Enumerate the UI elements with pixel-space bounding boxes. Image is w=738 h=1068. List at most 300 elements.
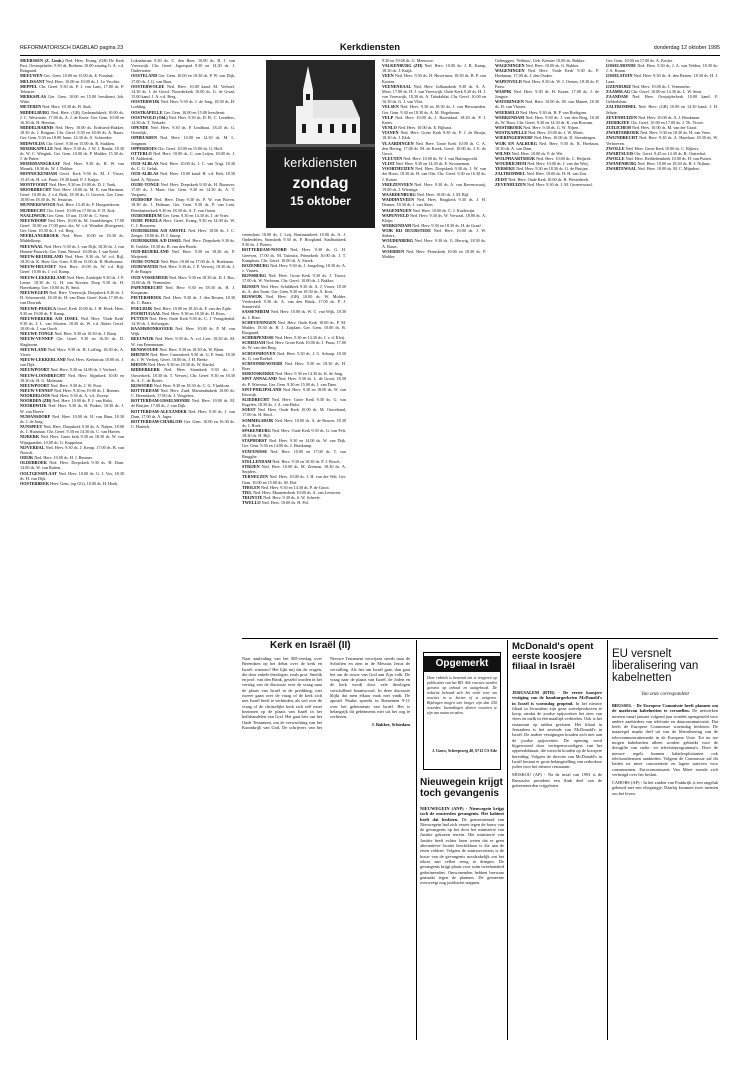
listing-services: Ned. Herv. 9.30 ds. H. P. van Bodegom. <box>520 109 587 115</box>
listing-services: Ned. Herv. Schildkerk 9.30 ds. A. J. Visser, 18.30 ds. A. den Toom. Ger. Gem. 9.30 en 18.30 ds. A. Kort. <box>242 283 346 294</box>
listing-services: Ned. Herv. Sijpekerk 10.00 en 18.30 ds. H. G. Molenaar. <box>20 372 124 383</box>
listing-column-5 <box>495 58 599 633</box>
eu-subtitle: Van onze correspondent <box>641 692 689 697</box>
listing-services: Ned. Herv. 9.30 en 18.30 ds. H. Boer. <box>242 360 346 372</box>
listing-services: Ned. Herv. 9.30 ds. J. M. Groenewoud. <box>527 181 593 187</box>
listing-entry <box>131 228 235 238</box>
listing-entry <box>242 320 346 335</box>
listing-services: Ned. Herv. Bethlehemkerk 10.00 ds. H. van Putten. <box>625 155 712 161</box>
listing-services: Ned. Herv. 9.30 ds. W. Verwaal, 18.00 ds. A. Kleijn. <box>382 212 486 223</box>
nieuwegein-lead: NIEUWEGEIN (ANP) - Nieuwegein krijgt toch de omstreden gevangenis. Het kabinet heeft dat besloten. <box>420 806 504 822</box>
listing-services: Ned. Herv. 10.00 en 17.00 ds. T. van Brugghe. <box>242 448 346 459</box>
listing-place: SLIEDRECHT <box>242 397 270 402</box>
listing-place: VOORTHUIZEN <box>382 166 414 172</box>
listing-services: Ned. Herv. Oude Kerk 9.30 ds. C. J. Vreugdenhil, 14.30 ds. J. Stelwagen. <box>131 315 235 326</box>
listing-place: ZEVENHUIZEN <box>606 114 637 120</box>
listing-entry <box>20 336 124 346</box>
listing-entry <box>20 445 124 455</box>
listing-place: ZWOLLE <box>606 145 625 151</box>
listing-place: WERKENDAM <box>495 114 525 120</box>
listing-place: WIJK BIJ DUURSTEDE <box>382 228 431 234</box>
listing-place: WESTKAPELLE <box>495 130 528 136</box>
listing-entry <box>495 141 599 151</box>
listing-services: Ned. Herv. 10.00 ds. Erdtsieck-Bakker, 18.30 ds. J. Rotgans. Chr. Geref. 9.30 en 18.00 ds. A. Baars. Ger. Gem. 9.30 en 18.00 Janse, 14.30 ds. A. Schroeder. <box>20 125 124 141</box>
listing-place: VLIST <box>382 161 395 167</box>
listing-place: ROZENBURG <box>242 262 269 268</box>
listing-place: RHOON <box>131 362 147 368</box>
listing-place: OOSTERBEEK <box>20 480 50 486</box>
listing-place: WEERSELO <box>495 109 519 115</box>
listing-services: Ned. Herv. 9.30 en 14.30 ds. E. Krooneman. <box>395 161 471 167</box>
listing-entry <box>382 104 486 114</box>
listing-place: TERNEUZEN <box>242 474 269 480</box>
listing-services: Ned. Herv. 9.30 ds. J. de Jong, 18.30 ds. H. Lodding. <box>131 99 235 110</box>
listing-services: Ned. Herv. 10.00 ds. M. Zeeman, 18.30 ds. A. Snijders. <box>242 464 346 475</box>
listing-services: Chr. Geref. 10.00 en 14.30 ds. L. W. Smit. <box>631 88 702 94</box>
listing-entry <box>20 347 124 357</box>
listing-entry <box>242 418 346 428</box>
listing-services: Ned. Herv. 9.30 ds. A. v.d. Leer, 18.30 ds. M. W. van Eenennaam. <box>131 336 235 347</box>
listing-place: VIANEN <box>382 130 399 136</box>
listing-services: Chr. Geref. 10.00 en 15.00 ds. G. Hoff. <box>157 145 224 151</box>
listing-place: POORTUGAAL <box>131 310 161 316</box>
listing-entry <box>131 295 235 305</box>
listing-services: Geref. Kerk 10.00 ds. J. H. Hoek. Herv. 9.30 en 19.00 ds. P. Kamp. <box>20 305 124 316</box>
listing-services: Ned. Herv. 10.00 en 17.00 ds. A. Hoekman. <box>160 259 234 265</box>
listing-entry <box>382 73 486 83</box>
listing-entry <box>242 449 346 459</box>
listing-entry <box>20 146 124 161</box>
listing-entry <box>131 218 235 228</box>
listing-entry <box>20 218 124 233</box>
listing-place: WESTBROEK <box>495 125 523 131</box>
listing-services: Ned. Herv. Dorp 9.30 ds. P. W. van Boven, 18.30 ds. J. Hofman. Ger. Gem. 9.30 ds. P. van Lent. Ebenhaëzerkerk 9.30 en 18.30 ds. A. T. van Ooien. <box>131 197 235 213</box>
listing-place: SINT ANNALAND <box>242 376 277 382</box>
listing-services: Ned. Herv. 9.30 en 18.30 ds. D. J. Bos, 15.00 ds. H. Vermeulen. <box>131 274 235 285</box>
listing-entry <box>495 68 599 78</box>
listing-services: Ned. Herv. 9.30 en 18.30 ds. H. van Veen. <box>640 130 711 136</box>
listing-services: Ned. Herv. 9.30 ds. A. Hazelaar, 18.30 ds. W. Verhoeven. <box>606 135 718 146</box>
listing-entry <box>242 351 346 361</box>
listing-place: SOMMELSDIJK <box>242 417 274 423</box>
listing-place: WIJK EN AALBURG <box>495 140 537 146</box>
listing-place: NOORDEN (ZH) <box>20 398 52 404</box>
listing-place: STAVENISSE <box>242 448 268 454</box>
listing-entry <box>495 89 599 99</box>
listing-entry <box>20 161 124 171</box>
listing-services: Ned. Herv. Oude Kerk 10.00 ds. P. M. Mulder, 18.30 ds. H. J. Zuijdam. Ger. Gem. 10.00 ds. R. Boogaard. <box>242 319 346 335</box>
listing-place: NOORDELOOS <box>20 393 51 399</box>
listing-column-1 <box>20 58 124 1048</box>
listing-services: Ned. Herv. 9.30 en 18.30 ds. H. Roos. <box>161 310 226 316</box>
listing-entry <box>131 352 235 362</box>
listing-place: WAGENINGEN <box>382 207 412 213</box>
issue-date: donderdag 12 oktober 1995 <box>653 45 720 51</box>
listing-place: NIEUW-VENNEP <box>20 336 54 342</box>
article-title-mcdonalds: McDonald's opent eerste koosjere filiaal in Israël <box>512 641 594 672</box>
listing-place: ZIERIKZEE <box>606 119 630 125</box>
listing-entry <box>131 336 235 346</box>
listing-services: Ned. Herv. Evang. (GB) De Kerk Past. Oestropthaler: 9.30 ds. Rothem, 10.00 zondag G. A. v.d. Bongaard. <box>20 58 124 74</box>
listing-services: Chr. Geref. 9.45 en 14.30 ds. B. Oosterhof. <box>634 150 707 156</box>
listing-place: VEEN <box>382 73 394 79</box>
listing-services: Ned. Herv. 9.30 en 19.00 ds. J. Bonnes. <box>53 388 121 393</box>
article-title-kerk-israel: Kerk en Israël (II) <box>270 640 351 651</box>
listing-services: Chr. Geref. 9.30 en 16.30 ds. D. Slagboom. <box>20 336 124 347</box>
listing-place: NIEUWERKERK A/D IJSSEL <box>20 315 79 321</box>
article-body-nieuwegein <box>420 806 504 1041</box>
listing-services: Ned. Herv. 10.00 kand. M. Verhoef, 14.30 ds. J. de Groof. Noorderkerk 10.00 ds. G. de Graaf, 15.00 kand. J. A. v.d. Berg. <box>131 83 235 100</box>
listing-place: RIJSWIJK <box>242 293 263 299</box>
listing-place: MIDDELHARNIS <box>20 125 54 131</box>
listing-place: SEROOSKERKE <box>242 371 275 377</box>
listing-entry <box>382 115 486 125</box>
listing-entry <box>382 63 486 73</box>
listing-services: Ned. Herv. 9.30 ds. B. Hoekstra, 18.30 ds. A. van Dam. <box>495 140 599 151</box>
listing-place: RIJSSEN <box>242 283 260 289</box>
listing-place: IJSSELMONDE <box>606 63 637 69</box>
listing-services: Ned. Herv. Vreeswijk, Dorpskerk 9.30 ds. J. H. Schoonveld, 18.30 ds. H. van Dam. Geref. Kerk 17.00 ds. van Doornik. <box>20 290 124 306</box>
listing-services: Ned. Herv. 9.30 ds. G. W. Nijsen. <box>523 125 580 131</box>
listing-entry <box>131 398 235 408</box>
listing-place: WOUDRICHEM <box>495 161 527 167</box>
listing-services: Ned. Herv. 9.30 ds. J. Jongeling, 18.30 ds. A. v. Vianen. <box>242 262 346 274</box>
listing-services: Ned. Herv. 10.00 ds. F. de Wit. <box>511 150 564 156</box>
listing-services: Ned. Herv. 10.00 ds. H. J. Beumer. <box>34 455 93 461</box>
listing-services: Ned. Herv. 9.30 en 18.30 ds. H. de Graaf. <box>412 223 482 228</box>
listing-entry <box>131 388 235 398</box>
listing-place: OUDE PEKELA <box>131 217 162 223</box>
listing-services: Ned. Herv. 10.00 ds. G. J. Vos, 18.30 ds. H. van Dijk. <box>20 470 124 481</box>
listing-place: RHENEN <box>131 351 149 357</box>
listing-entry <box>606 166 718 171</box>
listing-services: Ned. Herv. 9.30 en 14.00 ds. W. van Dijk. Ger. Gem. 9.30 en 14.00 ds. J. Harskamp. <box>242 438 346 449</box>
listing-place: WERKENDAM <box>382 223 412 228</box>
listing-place: METEREN <box>20 104 42 110</box>
listing-services: Ned. Herv. 9.30 en 18.30 ds. J. van Herwaarden. Ger. Gem. 9.30 en 18.30 ds. A. M. Hogeboom. <box>382 104 486 115</box>
listing-column-3-top <box>242 58 262 59</box>
listing-services: Ned. Herv. 10.00 ds. J. C. Zeeger, 18.00 ds. D. J. Snoep. <box>131 228 235 239</box>
listing-place: RAAMSDONKSVEER <box>131 326 173 332</box>
listing-place: SCHEVENINGEN <box>242 319 276 325</box>
listing-place: OUDDORP <box>131 197 153 203</box>
listing-services: Gec. Gem. 10.00 en 15.00 ds. E. Fondaal. <box>43 73 114 79</box>
listing-place: WAPENVELD <box>495 78 522 84</box>
listing-place: WATERINGEN <box>495 99 524 105</box>
listing-place: NIEUWEGEIN <box>20 290 49 296</box>
listing-entry <box>242 407 346 417</box>
listing-place: STELLENDAM <box>242 458 272 464</box>
kerkdiensten-masthead <box>266 60 375 228</box>
listing-services: Ned. Herv. Zuidzijde 9.30 ds. J. P. Lenze. 18.30 ds. G. H. van Kooten. Dorp 9.30 ds. H. Haverkamp. Ger. 10.00 ds. B. Smit. <box>20 274 124 290</box>
article-title-nieuwegein: Nieuwegein krijgt toch gevangenis <box>420 777 503 799</box>
listing-place: VLAARDINGEN <box>382 140 414 146</box>
listing-entry <box>242 294 346 309</box>
listing-entry <box>382 213 486 223</box>
listing-services: Ned. Herv. 9.30 ds. H. Kraan, 17.00 ds. J. de Jongste. <box>495 88 599 100</box>
listing-services: Herv. Geref. Evang. 9.30 en 14.00 ds. W. C. J. Bouwens. <box>131 217 235 228</box>
listing-place: RIJNSBURG <box>242 273 267 279</box>
page-header <box>20 42 720 54</box>
listing-entry <box>242 309 346 319</box>
listing-services: Ned. Herv. 10.00 ds. M. van der Graaf. <box>631 125 698 131</box>
listing-services: Ned. Herv. 9.30 en 18.30 ds. W. Kardol. <box>147 362 216 368</box>
listing-services: verenshuis 10.00 ds. J. Leij, Bastiaanskerk 10.00 ds. A. J. Onderdelen, Sionskerk 9.30 ds. P. Hoogland, Stadhuiskerk 9.30 ds. J. Pieters. <box>242 232 346 248</box>
listing-services: Ned. Herv. 'Oude Kerk' 9.30 ds. P. Hoekman, 17.00 ds. J. den Ouden. <box>495 68 599 79</box>
listing-services: Ger. Gem. 10.00 en 16.30 ds. C. Harinck. <box>131 418 235 430</box>
listing-place: OUDE-TONGE <box>131 181 160 187</box>
listing-entry <box>131 367 235 382</box>
listing-services: Ned. Herv. Dorpskerk 9.30 ds. A. Naijen, 18.00 ds. J. Huisman. Chr. Geref. 9.30 en 14.30 ds. C. van Harten. <box>20 424 124 435</box>
listing-services: Ned. Herv. 9.30 en 18.30 ds. C. G. Vlasblom. <box>153 382 230 388</box>
nieuwegein-text: De gemeenteraad van Nieuwegein had zich verzet tegen de bouw van de gevangenis op het door het ministerie van Justitie gekozen terrein. Het ministerie van Justitie heeft echter laten weten dat er geen alternatieve locatie beschikbaar is die aan de eisen voldoet. Volgens de staatssecretaris is de bouw van de gevangenis noodzakelijk om het tekort aan cellen terug te dringen. De gevangenis krijgt plaats voor ruim tweehonderd gedetineerden. Omwonenden hebben bezwaar gemaakt tegen de plannen. De gemeente overweegt nog juridische stappen. <box>420 816 504 886</box>
listing-place: MIDDELBURG <box>20 109 50 115</box>
listing-column-3 <box>242 232 346 632</box>
listing-entry <box>131 264 235 274</box>
listing-entry <box>20 84 124 94</box>
listing-place: ROTTERDAM-NOORD <box>242 247 287 253</box>
listing-place: MOERKAPELLE <box>20 145 54 151</box>
listing-entry <box>606 73 718 83</box>
listing-services: Ned. Herv. 10.00 ds. J. Rozendaal, 18.30 ds. P. J. Krens. <box>382 114 486 125</box>
listing-place: ZAAMSLAG <box>606 88 631 94</box>
listing-services: Ned. Herv. 10.00 en 18.30 ds. Middelkoop. <box>20 233 124 244</box>
listing-entry <box>242 376 346 386</box>
listing-services: Ned. Herv. 9.30 en 18.00 ds. W. van Eeuwijk. <box>242 386 346 397</box>
listing-entry <box>495 79 599 89</box>
article-body-eu <box>612 703 718 1041</box>
listing-entry <box>495 99 599 109</box>
listing-place: WIERINGERWERF <box>495 135 533 141</box>
listing-column-2 <box>131 58 235 1048</box>
listing-place: STAPHORST <box>242 438 268 444</box>
listing-services: Ned. Herv. 10.00 ds. H. van Ham, 18.30 ds. J. de Jong. <box>20 413 124 424</box>
listing-entry <box>20 424 124 434</box>
listing-entry <box>131 249 235 259</box>
listing-place: ZALTBOMMEL <box>495 171 526 177</box>
listing-place: SCHIEDAM <box>242 340 266 346</box>
listing-place: ODIJK <box>20 455 34 461</box>
listing-place: MUNNEKEWOUD <box>20 202 56 208</box>
listing-entry <box>382 84 486 105</box>
listing-place: ZUILICHEM <box>606 125 631 131</box>
listing-entry <box>242 428 346 438</box>
listing-entry <box>495 115 599 125</box>
listing-place: THOLEN <box>242 484 260 490</box>
listing-place: NIJVERDAL <box>20 444 45 450</box>
listing-entry <box>131 275 235 285</box>
listing-services: Ned. Herv. Dorpskerk 9.30 ds. H. Baauwer, 17.00 ds. J. Maas. Ger. Gem. 9.30 en 14.30 ds. A. T. Vergunst. <box>131 181 235 198</box>
listing-place: VLEUTEN <box>382 155 403 161</box>
listing-services: Ned. Herv. 10.00 ds. C. van Leijen, 18.00 ds. J. H. Aalderink. <box>131 150 235 161</box>
listing-place: WAARDENBURG <box>382 192 416 198</box>
listing-place: MOORDRECHT <box>20 186 52 192</box>
listing-place: NUMANSDORP <box>20 413 51 419</box>
listing-place: ZWARTEWAAL <box>606 166 637 172</box>
listing-entry <box>20 254 124 264</box>
listing-place: MONTFOORT <box>20 181 48 187</box>
listing-place: OPENDE <box>131 125 149 131</box>
listing-entry <box>382 197 486 207</box>
listing-services: Ned. Herv. Brugkerk 9.30 ds. J. H. Donner, 18.30 ds. J. van Aken. <box>382 197 486 208</box>
listing-column-4 <box>382 58 486 633</box>
listing-place: PUTTEN <box>131 315 148 321</box>
listing-place: OOSTERWOLDE <box>131 83 165 89</box>
listing-entry <box>20 403 124 413</box>
listing-services: Ned. Herv. 9.30 ds. J. A. van Velden, 18.30 ds. J. A. Kraan. <box>606 63 718 74</box>
listing-entry <box>131 182 235 197</box>
listing-entry <box>131 151 235 161</box>
article-body-mcdonalds <box>512 690 602 1040</box>
eu-brief: CAHORS (AP) - In het zuiden van Frankrijk is een ongeluk gebeurd met een vliegtuigje. Daarbij kwamen twee mensen om het leven. <box>612 780 718 796</box>
listing-entry <box>20 275 124 290</box>
listing-place: OLDEBROEK <box>20 460 47 466</box>
listing-services: Ned. Herv. 10.00 ds. C. Heijstek. <box>536 155 592 161</box>
listing-place: OPPERDOES <box>131 145 157 151</box>
mcdonalds-brief: MOSKOU (AP) - Na de inval van 1993 is de Russische president een flink deel van de geïnterneerden vrijgelaten. <box>512 772 602 789</box>
listing-services: Ned. Herv. 9.30 ds. J. den Besten, 18.30 ds. C. Baars. <box>131 295 235 306</box>
listing-place: ZWARTEBROEK <box>606 130 640 136</box>
listing-services: Ned. Herv. Dorpskerk 9.30 ds. H. Dam, 14.00 ds. W. van Ruiten. <box>20 460 124 471</box>
listing-services: Ger. Gem. 10.00 en 15.00 leesdienst. <box>163 109 226 115</box>
listing-entry <box>242 232 346 247</box>
listing-services: Ned. Herv. 10.00 ds. A. J. Brinkman. <box>638 114 700 120</box>
listing-entry <box>242 361 346 371</box>
listing-place: ZEIST <box>495 176 508 182</box>
listing-services: Chr. Geref. 10.00 en 17.00 ds. F. D. Kok. <box>46 207 116 213</box>
listing-entry <box>20 316 124 331</box>
listing-place: VEENENDAAL <box>382 83 412 89</box>
listing-place: SCHOONHOVEN <box>242 350 276 356</box>
eu-text: De netwerken moeten vanaf januari volgend jaar worden opengesteld voor andere aanbieders van telefonie en datacommunicatie. Dat heeft de Europese Commissie woensdag besloten. De maatregel maakt deel uit van de liberalisering van de telecommunicatiemarkt in de Europese Unie. Tot nu toe mogen kabelnetten alleen worden gebruikt voor de doorgifte van radio- en televisieprogramma's. Door de nieuwe regels kunnen kabelexploitanten ook telefoondiensten aanbieden. Volgens de Commissie zal dit leiden tot meer concurrentie en lagere tarieven voor consumenten. Eurocommissaris Van Miert toonde zich verheugd over het besluit. <box>612 708 718 777</box>
listing-place: OUD-VOSSEMEER <box>131 274 168 280</box>
listing-place: OOSTERWIJK <box>131 99 160 105</box>
listing-place: NUNSPEET <box>20 424 43 430</box>
listing-place: OUDEWATER <box>131 264 159 270</box>
listing-services: Ned. Herv. 10.00 ds. J. B. Kamp, 18.30 ds. J. Kuijk. <box>382 63 486 74</box>
listing-entry <box>606 94 718 104</box>
masthead-date: 15 oktober <box>290 194 351 208</box>
listing-services: Ned. Herv. 9.30 ds. J. van Dam, 17.00 ds. A. Jager. <box>131 408 235 419</box>
listing-entry <box>242 438 346 448</box>
listing-services: Ned. Herv. 9.30 ds. J. van Dijk, 18.30 ds. J. van Haaren-Pauwels; Ger. Gem. Nieuwl. 10.00 ds. I. van Ketel. <box>20 243 124 254</box>
listing-entry <box>131 135 235 145</box>
listing-services: Ned. Herv. 9.30 en 14.30 ds. J. v. d. Kleij. <box>274 335 346 341</box>
listing-services: Ger. Gem. 10.00 en 15.00 leesdienst Joh. Witte. <box>20 94 124 105</box>
listing-entry <box>20 110 124 125</box>
opgemerkt-signature: J. Gouw, Scheepsweg 40, 6712 CS Ede <box>431 748 497 753</box>
listing-entry <box>20 460 124 470</box>
listing-place: ZALTBOMMEL <box>606 104 637 110</box>
listing-services: Ned. Herv. 10.00 ds. M. E. van Hartman, Geref. 10.00 ds. J. v.d. Berk, 18.30 ds. G. Goverts. Ger. Gem. 10.00 en 18.30 ds. W. Jessurun. <box>20 186 124 203</box>
listing-services: Ned. Herv. Grote Kerk 10.00 ds. C. Rijkers. <box>625 145 700 151</box>
listing-place: MIDWOLDA <box>20 140 45 146</box>
listing-entry <box>20 187 124 202</box>
listing-services: Ned. Herv. Cunerakerk 9.30 ds. G. P. Smit, 18.30 ds. J. W. Verheij, Geref. 10.00 ds. J. H. Beeke. <box>131 351 235 363</box>
listing-place: MELISSANT <box>20 78 45 84</box>
listing-services: Ned. Herv. 9.30 ds. P. Lindhout, 18.45 ds. G. Overdijk. <box>131 125 235 136</box>
listing-services: Ned. Herv. 10.00 ds. H. Pol. <box>261 500 309 506</box>
listing-services: Ned. Herv. 10.00 en 18.30 ds. H. J. Nijhuis. <box>637 161 711 167</box>
listing-place: WAGENINGEN <box>495 63 525 69</box>
listing-services: Ned. Herv. 10.00 en 19.00 ds. J. Lo Vecchie. <box>45 78 121 84</box>
listing-entry <box>131 197 235 212</box>
listing-services: Ned. Herv. 9.30 en 18.30 ds. P. Meijerink. <box>131 248 235 259</box>
listing-services: Ned. Herv. 9.30 en 19.00 ds. D. J. Vonk. <box>48 181 117 187</box>
listing-entry <box>242 247 346 262</box>
listing-services: Ned. Herv. Oude Kerk 10.00 ds. M. Ouwehand, 17.00 ds. H. Knol. <box>242 407 346 418</box>
listing-entry <box>242 263 346 273</box>
listing-services: Ned. Herv. Jullianakerk 9.30 ds. A. A. Meer, 17.00 ds. H. J. van Vreeswijk. Oude Kerk 9.30 ds. H. J. van Vreeswijk, 18.30 ds. A. Tabaksblat. Chr. Geref. 10.00 en 16.30 ds. G. J. van Vliet. <box>382 83 486 105</box>
listing-services: Ned. Herv. 9.30 ds. D. Pi, C. Leenders, 14.30 ds. T. Verkade. <box>131 114 235 125</box>
listing-entry <box>131 409 235 419</box>
listing-services: Ned. Herv. 10.00 ds. M. Grandsberger, 17.00 Geref. 10.00 en 17.00 past. drs. W. v.d. Wouden (Kortgene), Ger. Gem. 10.30 ds. J. v.d. Berg. <box>20 217 124 234</box>
listing-services: Ned. Herv. 10.00 ds. G. Bakker. <box>525 63 580 69</box>
mcdonalds-lead: JERUSALEM (RTR) - De eerste koosjere vestiging van de hamburgerketen McDonald's in Israël is woensdag geopend. <box>512 690 602 706</box>
listing-entry <box>20 171 124 181</box>
listing-place: POELDIJK <box>131 305 153 311</box>
listing-services: Ned. Herv. 10.00 en 14.30 ds. M. L. Jongman. <box>131 135 235 146</box>
listing-place: OOSTKAPELLE <box>131 109 163 115</box>
listing-entry <box>382 166 486 181</box>
listing-place: SINT-PHILIPSLAND <box>242 386 282 392</box>
column-divider-3 <box>607 640 608 1040</box>
listing-services: Ned. Herv. Kerkstraat 10.00 ds. J. van Dijk. <box>20 357 124 368</box>
listing-place: VALKENBURG (ZH) <box>382 63 423 69</box>
listing-place: ZEVENHUIZEN <box>495 181 526 187</box>
listing-services: Ned. Herv. (GB) 10.00 ds. W. Mulder, Vredeskerk 9.30 ds. A. van den Brink, 17.00 ds. P. J. Sonneveld. <box>242 293 346 310</box>
listing-services: Ned. Herv. Maartenskerk 10.00 ds. A. van Leeuwen. <box>253 489 342 495</box>
listing-place: ZWARTSLUIS <box>606 150 634 156</box>
listing-services: Ned. Herv. 9.30 ds. H. Pinkse, 18.30 ds. J. W. van Hoeve. <box>20 403 124 414</box>
listing-entry <box>382 249 486 259</box>
listing-place: WILNIS <box>495 150 511 156</box>
listing-entry <box>20 481 124 486</box>
listing-place: NIEUW-LEKKERLAND <box>20 357 66 363</box>
listing-place: OUD-BEIJERLAND <box>131 248 169 254</box>
listing-place: NIEUWAAL <box>20 243 44 249</box>
listing-place: NIEUWPOORT <box>20 382 50 388</box>
listing-services: Ned. Herv. 9.30 ds. J. van den Berg, 18.30 ds. W. Roos. Chr. Geref. 9.30 en 14.30 ds. K. van Rossum. <box>495 114 599 125</box>
listing-services: Ned. Herv. 9.30 ds. W. v.d. Bijl, 18.30 ds. K. Boer. Ger. Gem. 9.30 en 15.00 ds. B. Hoeksema. <box>20 253 124 265</box>
listing-place: WOUDENBERG <box>382 238 414 244</box>
listing-entry <box>20 264 124 274</box>
listing-place: MERKSPLAS <box>20 94 47 100</box>
listing-place: NIEUW-BEIJERLAND <box>20 253 63 259</box>
listing-services: Ned. Herv. Grote Kerk 9.30 ds. G. van Engelen, 18.30 ds. J. A. van Hulst. <box>242 397 346 408</box>
listing-entry <box>20 471 124 481</box>
listing-services: Ned. Herv. Oude Kerk 9.30 ds. G. van Pelt, 18.30 ds. H. Bijl. <box>242 427 346 439</box>
listing-services: Ned. Herv. 9.30 ds. H. Loffing, 18.30 ds. A. Visser. <box>20 346 124 357</box>
listing-place: WAPENVELD <box>382 212 409 218</box>
listing-place: ROTTERDAM-CHARLOIS <box>131 418 183 424</box>
listing-entry <box>20 357 124 367</box>
listing-services: Ned. Herv. 10.00 ds. W. v.d. Bijl. Geref. 10.00 ds. J. v.d. Kamp. <box>20 264 124 275</box>
listing-services: Chr. Geref. 10.00 en 17.00 ds. J. Th. Visser. <box>630 119 704 125</box>
listing-place: PIETERSHOEK <box>131 295 162 301</box>
listing-entry <box>131 125 235 135</box>
listing-place: OUD-ALBLAS <box>131 161 159 167</box>
listing-services: Ned. Herv. 9.30 ds. J. Kemp, 17.00 ds. B. van Noordt. <box>20 444 124 455</box>
listing-services: Ger. Gem. 10.00 en 17.00 ds. A. Koster. <box>606 58 673 63</box>
listing-entry <box>242 340 346 350</box>
listing-place: VRIEZENVEEN <box>382 181 413 187</box>
listing-services: Ned. Herv. 'Oude Kerk' 9.30 ds. J. L. van Slooten. 18.30 ds. W. v.d. Akker. Geref. 10.00 ds. J. van Oordt. <box>20 315 124 332</box>
listing-services: Chr. Geref. 9.30 ds. P. J. van Lans, 17.00 ds. P. Teleuree. <box>20 83 124 94</box>
listing-place: OOSTELAND <box>131 73 158 79</box>
listing-place: OUDEMIRDUM <box>131 212 162 218</box>
listing-place: RIJSOORD <box>131 382 153 388</box>
